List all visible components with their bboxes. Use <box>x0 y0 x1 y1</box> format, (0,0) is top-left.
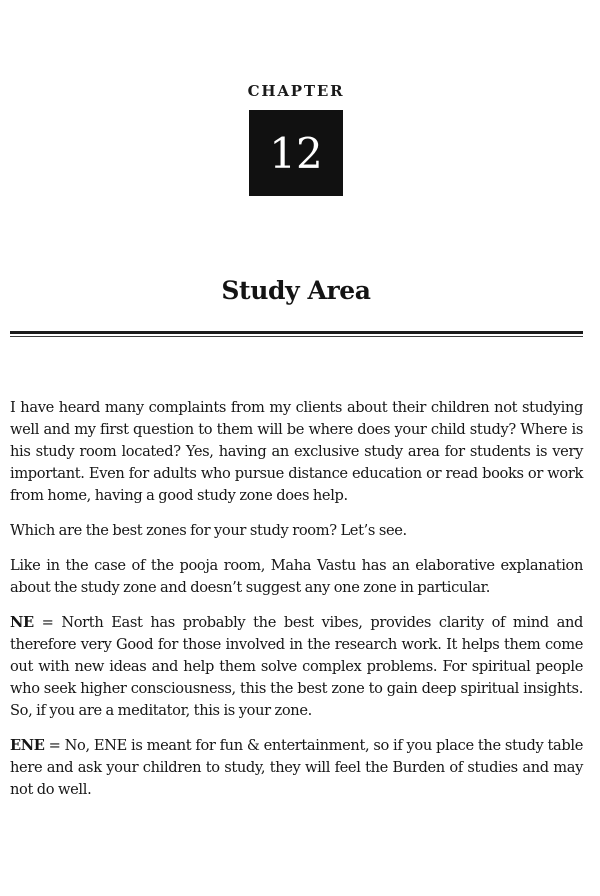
paragraph-maha-vastu: Like in the case of the pooja room, Maha Vastu has an elaborative explanation about the study zone and doesn’t suggest any one zone in particular. <box>10 557 583 596</box>
paragraph-intro: I have heard many complaints from my clients about their children not studying well and my first question to them will be where does your child study? Where is his study room located? Yes, having an exclusive study area for students is very important. Even for adults who pursue distance education or read books or work from home, having a good study zone does help. <box>10 399 583 504</box>
zone-description-ne: = North East has probably the best vibes, provides clarity of mind and therefore very Good for those involved in the research work. It helps them come out with new ideas and help them solve complex problems. For spiritual people who seek higher consciousness, this the best zone to gain deep spiritual insights. So, if you are a meditator, this is your zone. <box>10 614 583 719</box>
chapter-body <box>10 397 583 814</box>
chapter-number-box <box>249 110 343 196</box>
paragraph-ene-zone <box>10 735 583 801</box>
title-divider-thin <box>10 336 583 337</box>
chapter-title: Study Area <box>221 276 371 305</box>
zone-term-ne: NE <box>10 614 34 631</box>
zone-term-ene: ENE <box>10 737 45 754</box>
paragraph-ne-zone <box>10 612 583 722</box>
paragraph-question: Which are the best zones for your study room? Let’s see. <box>10 522 407 539</box>
chapter-number: 12 <box>269 129 323 178</box>
title-divider-thick <box>10 331 583 334</box>
zone-description-ene: = No, ENE is meant for fun & entertainment, so if you place the study table here and ask your children to study, they will feel the Burden of studies and may not do well. <box>10 737 583 798</box>
chapter-label: CHAPTER <box>247 82 345 100</box>
